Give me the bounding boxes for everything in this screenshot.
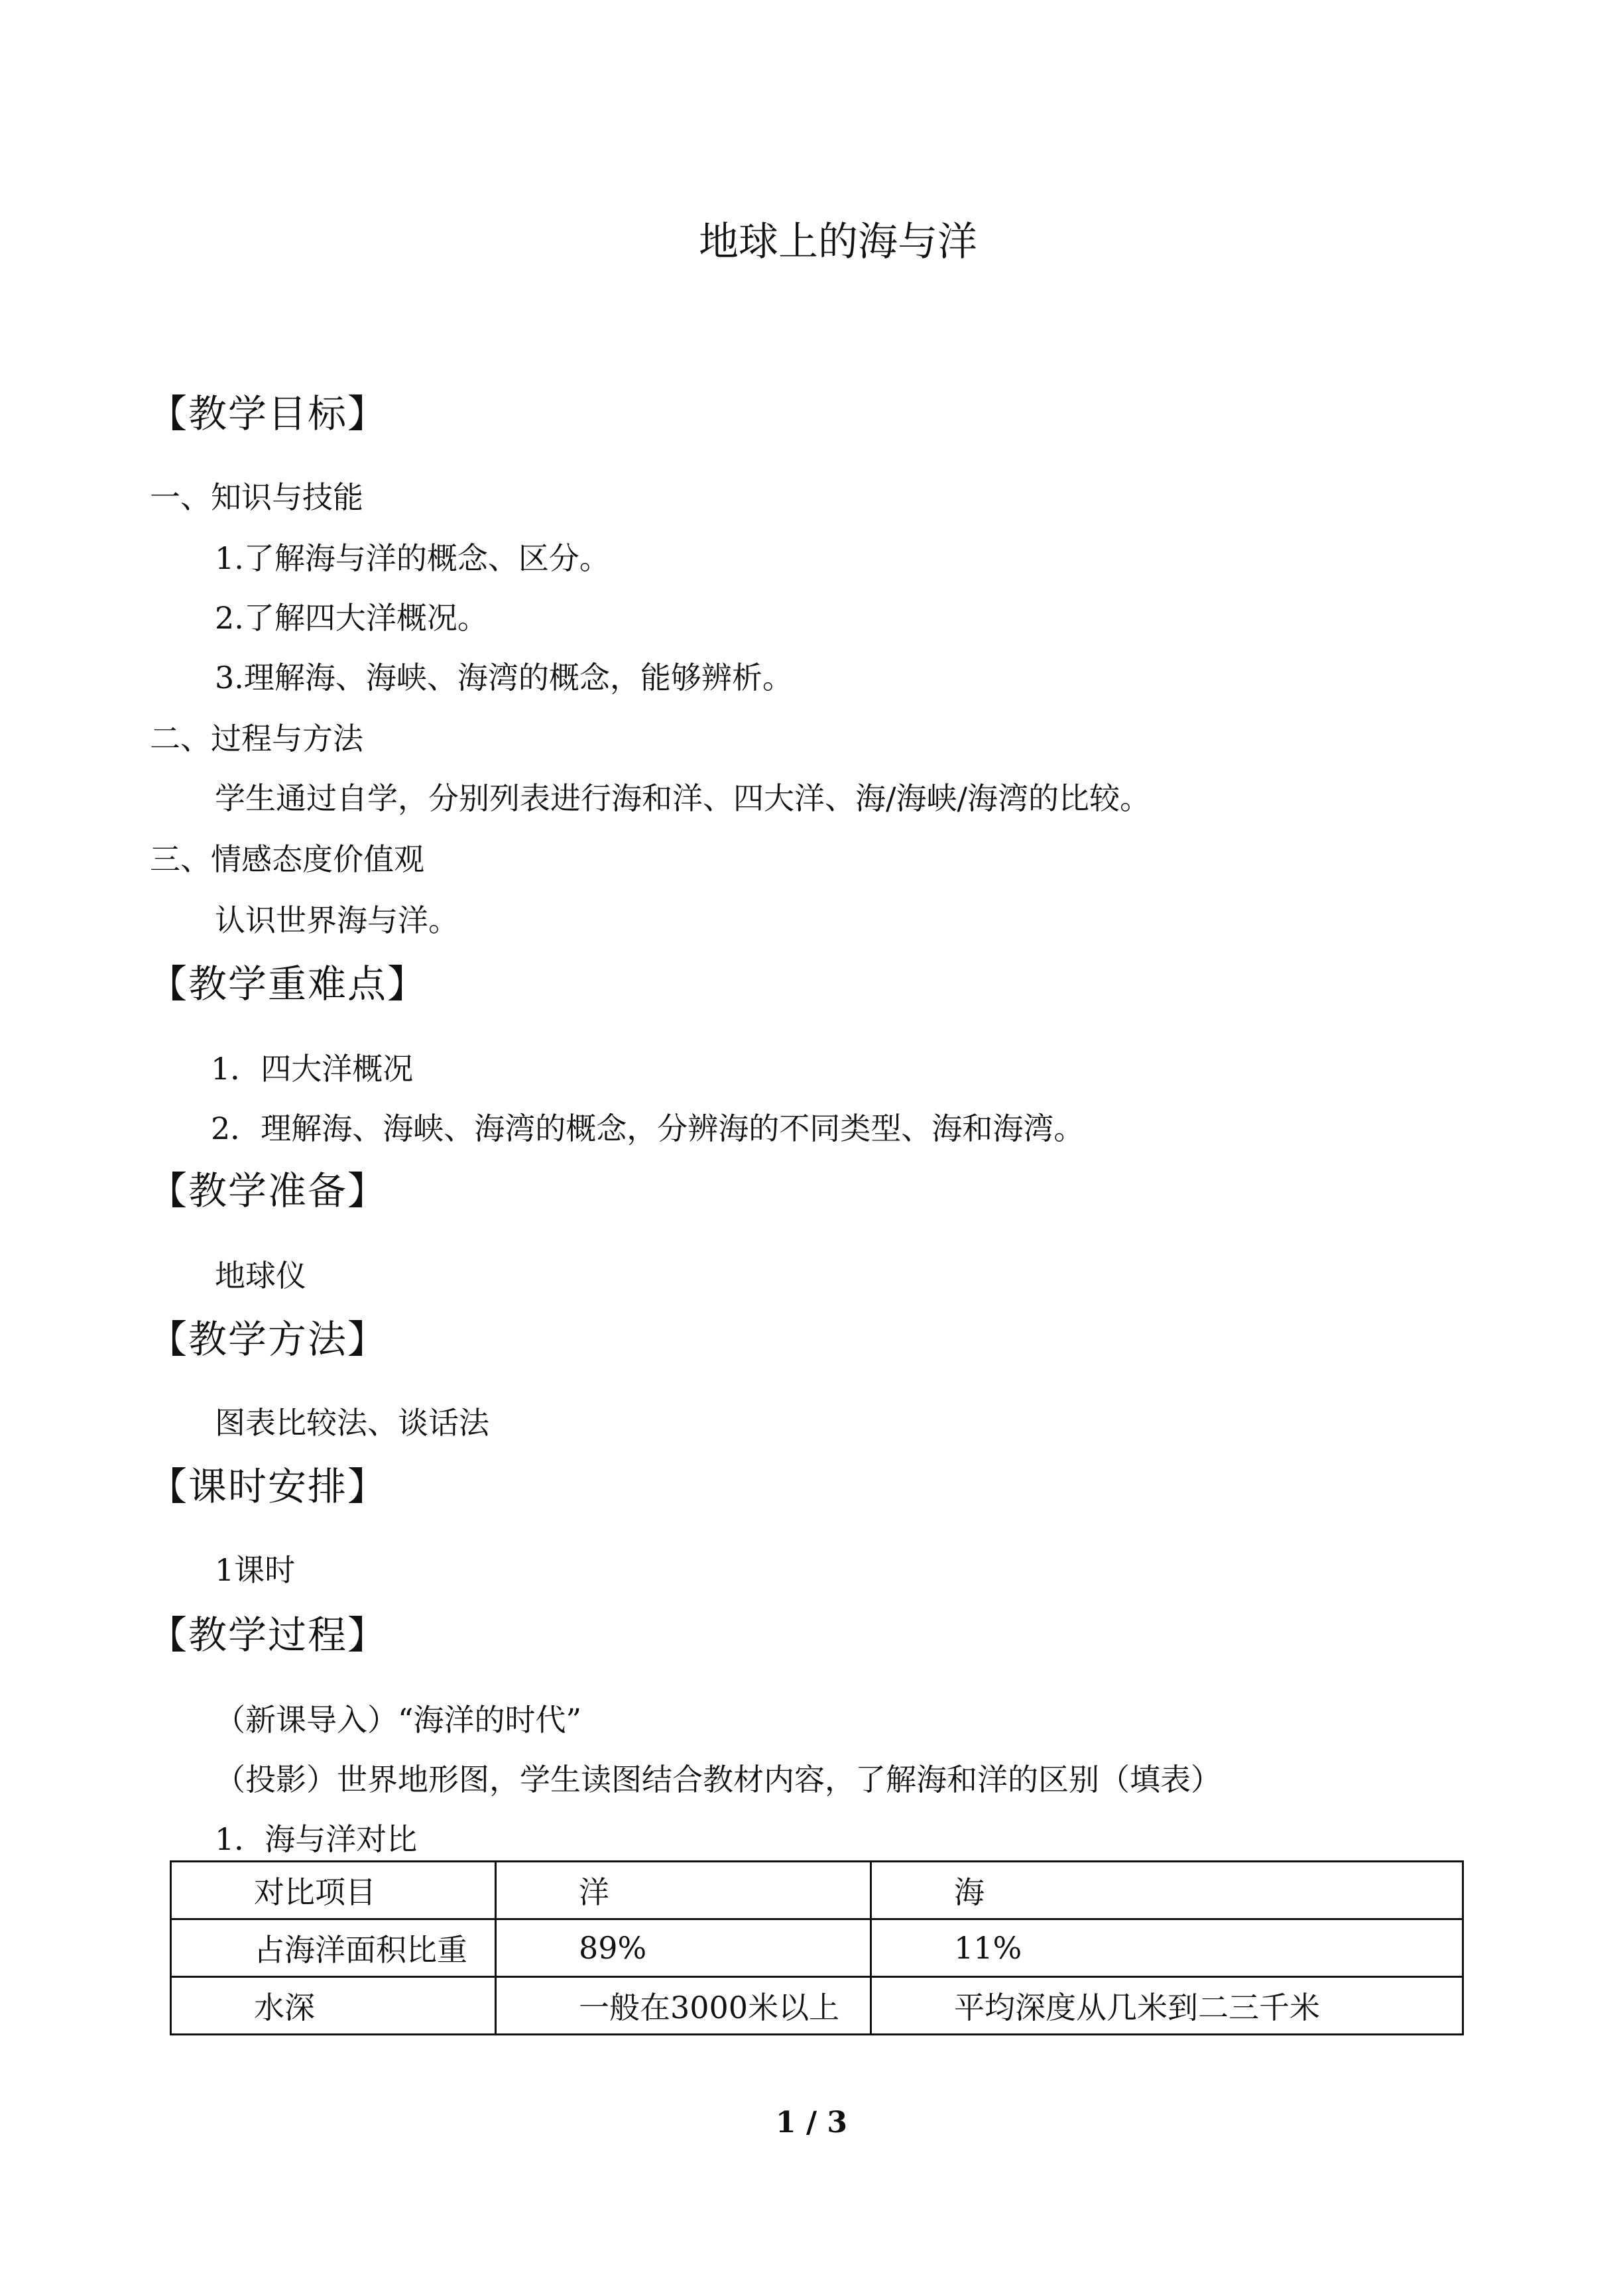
table-cell: 对比项目 [171, 1862, 496, 1919]
heading-key-points: 【教学重难点】 [149, 961, 428, 1006]
table-cell: 占海洋面积比重 [171, 1919, 496, 1977]
attitude-values-text: 认识世界海与洋。 [215, 902, 459, 938]
schedule-text: 1课时 [215, 1552, 296, 1588]
table-cell: 一般在3000米以上 [496, 1977, 871, 2035]
prep-text: 地球仪 [215, 1258, 306, 1294]
heading-schedule: 【课时安排】 [149, 1464, 388, 1509]
table-row [171, 1977, 1463, 2035]
heading-teaching-goals: 【教学目标】 [149, 391, 388, 436]
method-text: 图表比较法、谈话法 [215, 1405, 489, 1441]
heading-teaching-process: 【教学过程】 [149, 1612, 388, 1658]
goal-item-1: 1.了解海与洋的概念、区分。 [215, 540, 610, 576]
table-cell: 海 [871, 1862, 1463, 1919]
document-title: 地球上的海与洋 [699, 219, 977, 265]
key-point-1: 1．四大洋概况 [211, 1051, 414, 1087]
table-row [171, 1919, 1463, 1977]
sea-ocean-comparison-table [170, 1860, 1464, 2035]
process-method-text: 学生通过自学，分别列表进行海和洋、四大洋、海/海峡/海湾的比较。 [215, 780, 1150, 816]
process-intro: （新课导入）“海洋的时代” [215, 1702, 582, 1738]
heading-teaching-method: 【教学方法】 [149, 1317, 388, 1362]
table-cell: 平均深度从几米到二三千米 [871, 1977, 1463, 2035]
goal-item-2: 2.了解四大洋概况。 [215, 600, 488, 636]
table-caption: 1．海与洋对比 [215, 1821, 418, 1857]
table-cell: 水深 [171, 1977, 496, 2035]
subheading-attitude-values: 三、情感态度价值观 [150, 841, 424, 877]
table-cell: 洋 [496, 1862, 871, 1919]
process-projection: （投影）世界地形图，学生读图结合教材内容，了解海和洋的区别（填表） [215, 1762, 1221, 1797]
heading-teaching-prep: 【教学准备】 [149, 1168, 388, 1213]
page-indicator: 1 / 3 [776, 2106, 847, 2140]
subheading-process-method: 二、过程与方法 [150, 721, 363, 756]
table-cell: 89% [496, 1919, 871, 1977]
table-cell: 11% [871, 1919, 1463, 1977]
key-point-2: 2．理解海、海峡、海湾的概念，分辨海的不同类型、海和海湾。 [211, 1111, 1085, 1146]
subheading-knowledge-skills: 一、知识与技能 [150, 479, 363, 515]
table-row [171, 1862, 1463, 1919]
goal-item-3: 3.理解海、海峡、海湾的概念，能够辨析。 [215, 660, 793, 695]
